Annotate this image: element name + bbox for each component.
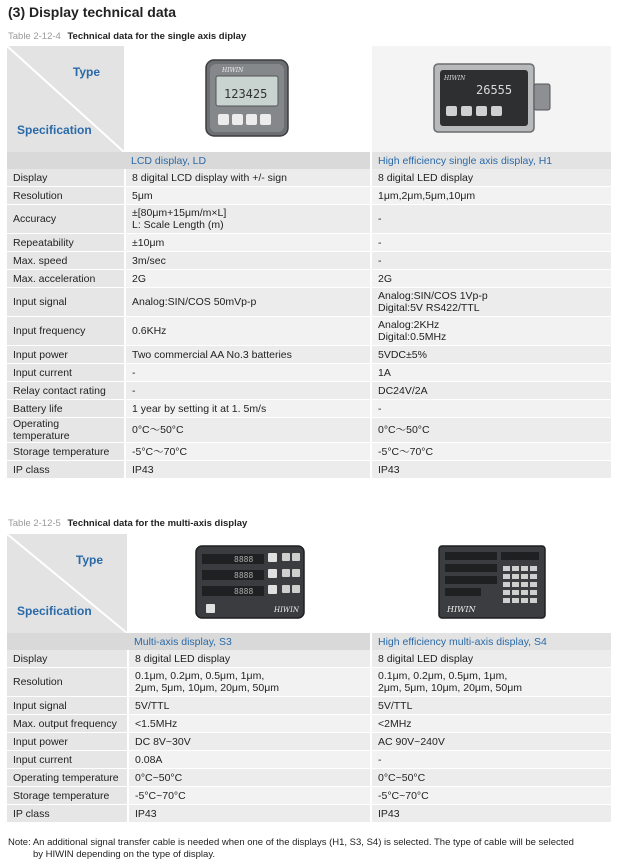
row-label-line: Resolution	[13, 676, 63, 688]
table-row	[7, 187, 611, 205]
h1-brand-text: HIWIN	[443, 74, 465, 82]
row-value-col2-line: AC 90V~240V	[378, 735, 445, 748]
row-value-col1-line: L: Scale Length (m)	[132, 219, 224, 231]
row-value-col1-line: Two commercial AA No.3 batteries	[132, 348, 292, 361]
h1-display-image	[430, 60, 554, 136]
table2-caption-number: Table 2-12-5	[8, 518, 61, 529]
row-value-col1	[125, 346, 371, 364]
multi-axis-table	[7, 534, 611, 823]
row-label	[7, 205, 125, 234]
row-value-col2	[371, 364, 611, 382]
row-label-line: Storage temperature	[13, 789, 110, 802]
row-value-col1-line: -5°C~70°C	[135, 789, 186, 802]
row-value-col2-line: 2G	[378, 272, 393, 285]
table-row	[7, 252, 611, 270]
row-value-col1	[125, 234, 371, 252]
row-value-col1-line: 0.08A	[135, 753, 163, 766]
row-value-col1	[125, 270, 371, 288]
row-value-col2-line: -5°C～70°C	[378, 445, 434, 458]
row-value-col1	[125, 364, 371, 382]
row-value-col2	[371, 317, 611, 346]
single-axis-table	[7, 46, 611, 479]
row-value-col2	[371, 805, 611, 823]
table1-name-row-blank	[7, 152, 125, 169]
table-row	[7, 733, 611, 751]
row-value-col1-line: ±10μm	[132, 236, 165, 249]
table-row	[7, 418, 611, 443]
row-label	[7, 769, 128, 787]
s4-brand-text: HIWIN	[446, 605, 476, 614]
row-value-col1-line: 5μm	[132, 189, 153, 202]
row-label-line: Battery life	[13, 402, 63, 415]
row-label	[7, 418, 125, 443]
row-value-col1	[128, 715, 371, 733]
table-row	[7, 317, 611, 346]
row-label	[7, 252, 125, 270]
table1-caption-number: Table 2-12-4	[8, 31, 61, 42]
lcd-display-image-cell	[125, 46, 371, 152]
row-value-col2-line: -	[378, 402, 382, 415]
row-value-col2-line: IP43	[378, 807, 400, 820]
row-label-line: Input power	[13, 735, 68, 748]
row-label	[7, 317, 125, 346]
table-row	[7, 443, 611, 461]
row-value-col1	[125, 382, 371, 400]
row-value-col2	[371, 382, 611, 400]
row-label	[7, 169, 125, 187]
row-value-col2	[371, 418, 611, 443]
row-value-col1-line: 2G	[132, 272, 147, 285]
row-value-col1-line: Analog:SIN/COS 50mVp-p	[132, 296, 257, 308]
row-label	[7, 715, 128, 733]
row-value-col1-line: IP43	[132, 463, 154, 476]
row-label-line: IP class	[13, 463, 50, 476]
row-value-col2-line: Digital:0.5MHz	[378, 331, 447, 343]
table-row	[7, 400, 611, 418]
table-row	[7, 751, 611, 769]
table-row	[7, 650, 611, 668]
row-value-col2-line: 2μm, 5μm, 10μm, 20μm, 50μm	[378, 682, 523, 694]
row-label	[7, 805, 128, 823]
row-value-col1-line: -5°C～70°C	[132, 445, 188, 458]
row-value-col1	[128, 787, 371, 805]
row-value-col1	[128, 769, 371, 787]
row-label	[7, 270, 125, 288]
row-label	[7, 288, 125, 317]
s3-brand-text: HIWIN	[273, 606, 299, 614]
row-value-col2	[371, 288, 611, 317]
row-label	[7, 787, 128, 805]
table2-spec-label: Specification	[17, 604, 92, 618]
row-label	[7, 697, 128, 715]
row-label	[7, 364, 125, 382]
table-row	[7, 769, 611, 787]
row-value-col2-line: Analog:2KHz	[378, 319, 440, 331]
row-value-col1-line: 5V/TTL	[135, 699, 170, 712]
row-value-col2	[371, 668, 611, 697]
table1-spec-label: Specification	[17, 123, 92, 137]
row-value-col1	[125, 317, 371, 346]
row-label-line: Input current	[13, 366, 72, 379]
row-value-col2-line: DC24V/2A	[378, 384, 428, 397]
row-value-col2-line: -	[378, 254, 382, 267]
row-label	[7, 461, 125, 479]
row-label-line: Input frequency	[13, 325, 86, 337]
row-value-col2	[371, 252, 611, 270]
table-row	[7, 715, 611, 733]
row-value-col1-line: -	[132, 366, 136, 379]
table-row	[7, 382, 611, 400]
row-value-col1	[125, 252, 371, 270]
table1-caption	[8, 31, 246, 42]
row-value-col1-line: IP43	[135, 807, 157, 820]
row-value-col1-line: 8 digital LCD display with +/- sign	[132, 171, 287, 184]
table-row	[7, 234, 611, 252]
lcd-reading-text: 123425	[224, 86, 268, 101]
s3-display-image-cell	[128, 534, 371, 633]
table-row	[7, 288, 611, 317]
row-label-line: Input current	[13, 753, 72, 766]
row-value-col2	[371, 650, 611, 668]
table1-type-label: Type	[72, 65, 100, 79]
row-value-col2-line: Analog:SIN/COS 1Vp-p	[378, 290, 488, 302]
table-row	[7, 270, 611, 288]
table1-caption-text: Technical data for the single axis diplay	[67, 31, 247, 42]
table2-type-label: Type	[75, 553, 103, 567]
row-value-col1-line: 0.1μm, 0.2μm, 0.5μm, 1μm,	[135, 670, 265, 682]
s4-display-image	[437, 542, 547, 622]
row-value-col2-line: <2MHz	[378, 717, 412, 730]
table2-col1-name: Multi-axis display, S3	[128, 633, 371, 650]
table2-col2-name: High efficiency multi-axis display, S4	[371, 633, 611, 650]
lcd-brand-text: HIWIN	[222, 66, 244, 74]
table-row	[7, 787, 611, 805]
section-title: (3) Display technical data	[8, 4, 177, 20]
row-value-col2	[371, 697, 611, 715]
row-value-col2	[371, 787, 611, 805]
row-label	[7, 234, 125, 252]
row-value-col2	[371, 751, 611, 769]
row-label	[7, 668, 128, 697]
row-value-col1-line: <1.5MHz	[135, 717, 178, 730]
table-row	[7, 364, 611, 382]
row-label-line: Display	[13, 652, 48, 665]
row-value-col1	[128, 650, 371, 668]
row-label	[7, 187, 125, 205]
row-value-col2-line: -	[378, 753, 382, 766]
row-label-line: Input signal	[13, 699, 67, 712]
row-value-col1-line: 8 digital LED display	[135, 652, 231, 665]
row-label	[7, 400, 125, 418]
row-value-col2-line: 8 digital LED display	[378, 652, 474, 665]
row-value-col1-line: 0°C～50°C	[132, 424, 184, 436]
table-row	[7, 169, 611, 187]
row-label-line: Input power	[13, 348, 68, 361]
row-value-col1-line: 2μm, 5μm, 10μm, 20μm, 50μm	[135, 682, 280, 694]
row-value-col2-line: Digital:5V RS422/TTL	[378, 302, 480, 314]
row-value-col2	[371, 187, 611, 205]
row-label-line: Relay contact rating	[13, 384, 106, 397]
row-value-col1	[125, 205, 371, 234]
row-label	[7, 443, 125, 461]
svg-text:8888: 8888	[233, 587, 253, 596]
h1-reading-text: 26555	[475, 82, 512, 97]
table1-header-corner	[7, 46, 125, 152]
row-value-col1	[128, 697, 371, 715]
row-value-col2-line: 8 digital LED display	[378, 171, 474, 184]
row-value-col1	[128, 668, 371, 697]
row-value-col2-line: IP43	[378, 463, 400, 476]
row-value-col2-line: -5°C~70°C	[378, 789, 429, 802]
row-label-line: Operating temperature	[13, 771, 119, 784]
row-value-col1	[125, 461, 371, 479]
footnote	[8, 837, 613, 861]
row-value-col2	[371, 715, 611, 733]
row-value-col2-line: 0°C～50°C	[378, 424, 430, 436]
row-label	[7, 733, 128, 751]
table-row	[7, 205, 611, 234]
row-value-col2	[371, 270, 611, 288]
row-label	[7, 346, 125, 364]
row-label-line: Resolution	[13, 189, 63, 202]
row-value-col1	[125, 418, 371, 443]
footnote-line-1: Note: An additional signal transfer cable is needed when one of the displays (H1, S3, S4) is selected. The type of cable will be selected	[8, 837, 574, 848]
table-row	[7, 805, 611, 823]
row-value-col2	[371, 346, 611, 364]
row-label	[7, 382, 125, 400]
table-row	[7, 461, 611, 479]
row-label-line: Max. output frequency	[13, 717, 117, 730]
table2-caption-text: Technical data for the multi-axis display	[67, 518, 248, 529]
table2-header-corner	[7, 534, 128, 633]
row-value-col2-line: -	[378, 236, 382, 249]
svg-text:8888: 8888	[233, 571, 253, 580]
row-label-line: IP class	[13, 807, 50, 820]
row-value-col2	[371, 169, 611, 187]
table2-caption	[8, 518, 247, 529]
row-value-col1-line: 1 year by setting it at 1. 5m/s	[132, 402, 267, 415]
table1-col1-name: LCD display, LD	[125, 152, 371, 169]
row-value-col1	[125, 400, 371, 418]
row-label	[7, 751, 128, 769]
row-label-line: Accuracy	[13, 213, 57, 225]
row-value-col1	[128, 751, 371, 769]
row-value-col2-line: 0.1μm, 0.2μm, 0.5μm, 1μm,	[378, 670, 508, 682]
row-value-col1-line: 3m/sec	[132, 254, 166, 267]
row-value-col2-line: 0°C~50°C	[378, 771, 426, 784]
table1-col2-name: High efficiency single axis display, H1	[371, 152, 611, 169]
row-value-col2	[371, 400, 611, 418]
h1-display-image-cell	[371, 46, 611, 152]
row-value-col2	[371, 461, 611, 479]
row-label-line: Repeatability	[13, 236, 74, 249]
row-value-col1-line: 0°C~50°C	[135, 771, 183, 784]
row-value-col1	[125, 187, 371, 205]
table2-name-row-blank	[7, 633, 128, 650]
row-value-col2-line: 1μm,2μm,5μm,10μm	[378, 189, 476, 202]
row-value-col1	[125, 443, 371, 461]
row-value-col2	[371, 443, 611, 461]
row-value-col2	[371, 733, 611, 751]
row-label-line: Input signal	[13, 296, 67, 308]
row-value-col1	[128, 733, 371, 751]
row-label-line: Display	[13, 171, 48, 184]
row-value-col2-line: 5V/TTL	[378, 699, 413, 712]
row-value-col2	[371, 769, 611, 787]
table-row	[7, 697, 611, 715]
footnote-line-2: by HIWIN depending on the type of display.	[33, 849, 216, 860]
svg-text:8888: 8888	[233, 555, 253, 564]
row-value-col1-line: DC 8V~30V	[135, 735, 191, 748]
row-value-col1-line: ±[80μm+15μm/m×L]	[132, 207, 227, 219]
row-value-col1-line: -	[132, 384, 136, 397]
row-value-col1	[128, 805, 371, 823]
row-value-col2-line: 5VDC±5%	[378, 348, 427, 361]
row-label-line: Storage temperature	[13, 445, 110, 458]
row-value-col1	[125, 169, 371, 187]
row-label-line: Max. speed	[13, 254, 68, 267]
row-value-col1	[125, 288, 371, 317]
lcd-display-image	[202, 58, 294, 138]
row-label-line: Max. acceleration	[13, 272, 96, 285]
row-value-col2	[371, 205, 611, 234]
row-label-line: Operating temperature	[13, 418, 70, 442]
row-value-col2-line: -	[378, 213, 382, 225]
row-value-col1-line: 0.6KHz	[132, 325, 167, 337]
row-label	[7, 650, 128, 668]
row-value-col2	[371, 234, 611, 252]
row-value-col2-line: 1A	[378, 366, 391, 379]
s3-display-image	[194, 542, 306, 622]
s4-display-image-cell	[371, 534, 611, 633]
table-row	[7, 346, 611, 364]
table-row	[7, 668, 611, 697]
